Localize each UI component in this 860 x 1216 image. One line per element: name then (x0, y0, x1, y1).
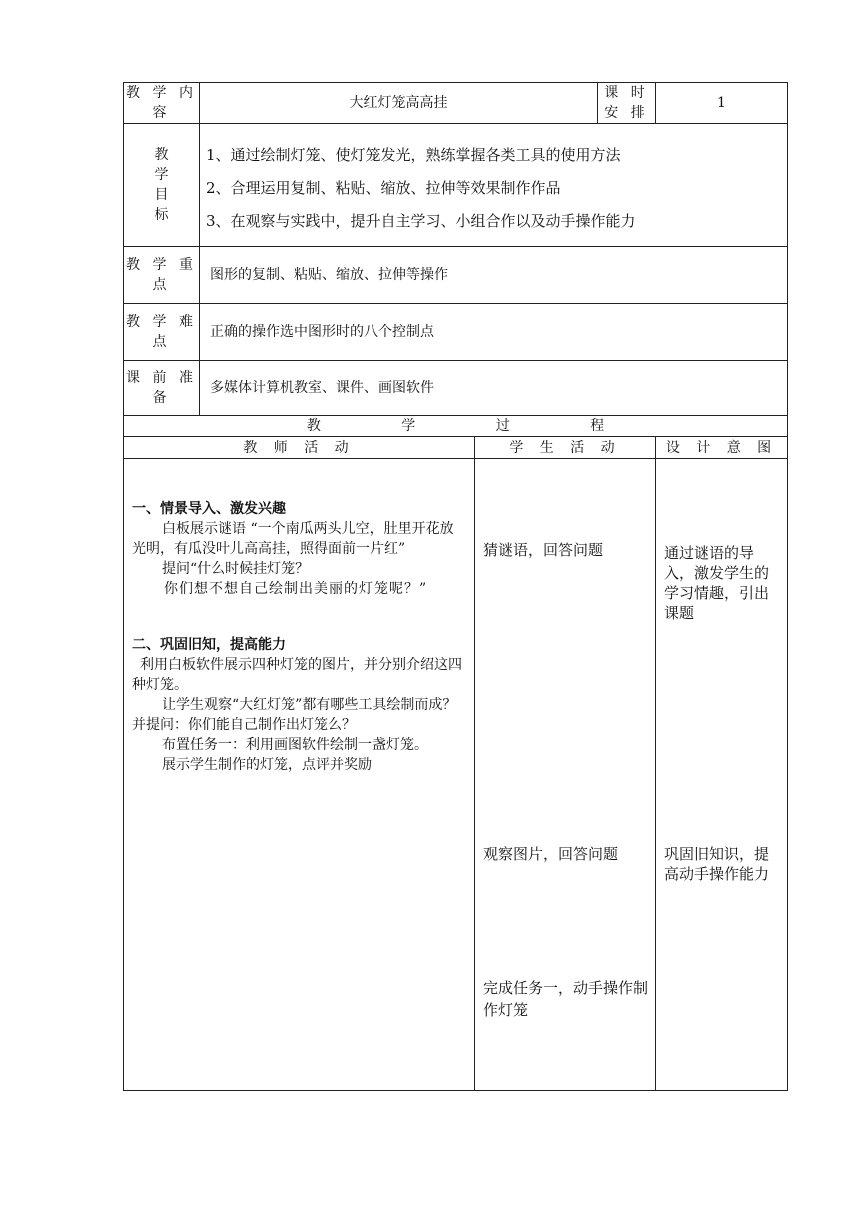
goals-label (124, 124, 200, 247)
preparation-row (124, 361, 788, 416)
lesson-title: 大红灯笼高高挂 (200, 83, 598, 124)
section-heading: 一、情景导入、激发兴趣 (132, 501, 286, 517)
hours-label: 课 时 安 排 (598, 83, 656, 124)
key-points-row (124, 247, 788, 304)
goals-label-char: 学 (154, 167, 169, 183)
teacher-paragraph: 你们想不想自己绘制出美丽的灯笼呢？” (164, 581, 428, 597)
section-heading: 二、巩固旧知，提高能力 (132, 637, 286, 653)
process-title-char: 学 (401, 418, 416, 434)
goal-item: 3、在观察与实践中，提升自主学习、小组合作以及动手操作能力 (206, 211, 636, 230)
header-row (124, 83, 788, 124)
difficulty-label: 教 学 难 点 (124, 304, 200, 361)
preparation-label: 课 前 准 备 (124, 361, 200, 416)
goal-item: 1、通过绘制灯笼、使灯笼发光，熟练掌握各类工具的使用方法 (206, 145, 621, 164)
process-title-char: 教 (306, 418, 321, 434)
teacher-paragraph: 提问“什么时候挂灯笼？ (162, 561, 310, 577)
teacher-paragraph: 布置任务一：利用画图软件绘制一盏灯笼。 (162, 737, 428, 753)
process-title-row (124, 416, 788, 437)
teacher-paragraph: 利用白板软件展示四种灯笼的图片，并分别介绍这四种灯笼。 (132, 657, 462, 693)
activity-row (124, 459, 788, 1091)
teacher-paragraph: 白板展示谜语 “一个南瓜两头儿空，肚里开花放光明，有瓜没叶儿高高挂，照得面前一片红” (132, 521, 454, 557)
goals-label-char: 标 (154, 207, 169, 223)
design-intent-2: 巩固旧知识，提高动手操作能力 (664, 845, 770, 883)
difficulty-row (124, 304, 788, 361)
key-points-label: 教 学 重 点 (124, 247, 200, 304)
student-activity-3: 完成任务一，动手操作制作灯笼 (483, 979, 649, 1019)
difficulty-text: 正确的操作选中图形时的八个控制点 (200, 304, 788, 361)
teacher-paragraph: 展示学生制作的灯笼，点评并奖励 (162, 757, 372, 773)
process-title (124, 416, 788, 437)
teacher-activity-cell (124, 459, 475, 1091)
teacher-paragraph: 让学生观察“大红灯笼”都有哪些工具绘制而成？并提问：你们能自己制作出灯笼么？ (132, 697, 457, 733)
column-header-row (124, 437, 788, 459)
design-intent-cell (656, 459, 788, 1091)
hours-value: 1 (656, 83, 788, 124)
student-activity-2: 观察图片，回答问题 (483, 845, 619, 863)
goals-row (124, 124, 788, 247)
goals-label-char: 目 (154, 187, 169, 203)
section-gap (132, 599, 466, 635)
lesson-plan-table (123, 82, 788, 1091)
student-activity-1: 猜谜语，回答问题 (483, 541, 604, 559)
design-intent-1: 通过谜语的导入，激发学生的学习情趣，引出课题 (664, 544, 770, 622)
goals-list (200, 124, 788, 247)
content-label: 教 学 内 容 (124, 83, 200, 124)
design-intent-header: 设 计 意 图 (656, 437, 788, 459)
preparation-text: 多媒体计算机教室、课件、画图软件 (200, 361, 788, 416)
process-title-char: 过 (495, 418, 510, 434)
key-points-text: 图形的复制、粘贴、缩放、拉伸等操作 (200, 247, 788, 304)
student-activity-header: 学 生 活 动 (475, 437, 656, 459)
process-title-char: 程 (590, 418, 605, 434)
teacher-activity-header: 教 师 活 动 (124, 437, 475, 459)
student-activity-cell (475, 459, 656, 1091)
goals-label-char: 教 (154, 147, 169, 163)
goal-item: 2、合理运用复制、粘贴、缩放、拉伸等效果制作作品 (206, 178, 561, 197)
